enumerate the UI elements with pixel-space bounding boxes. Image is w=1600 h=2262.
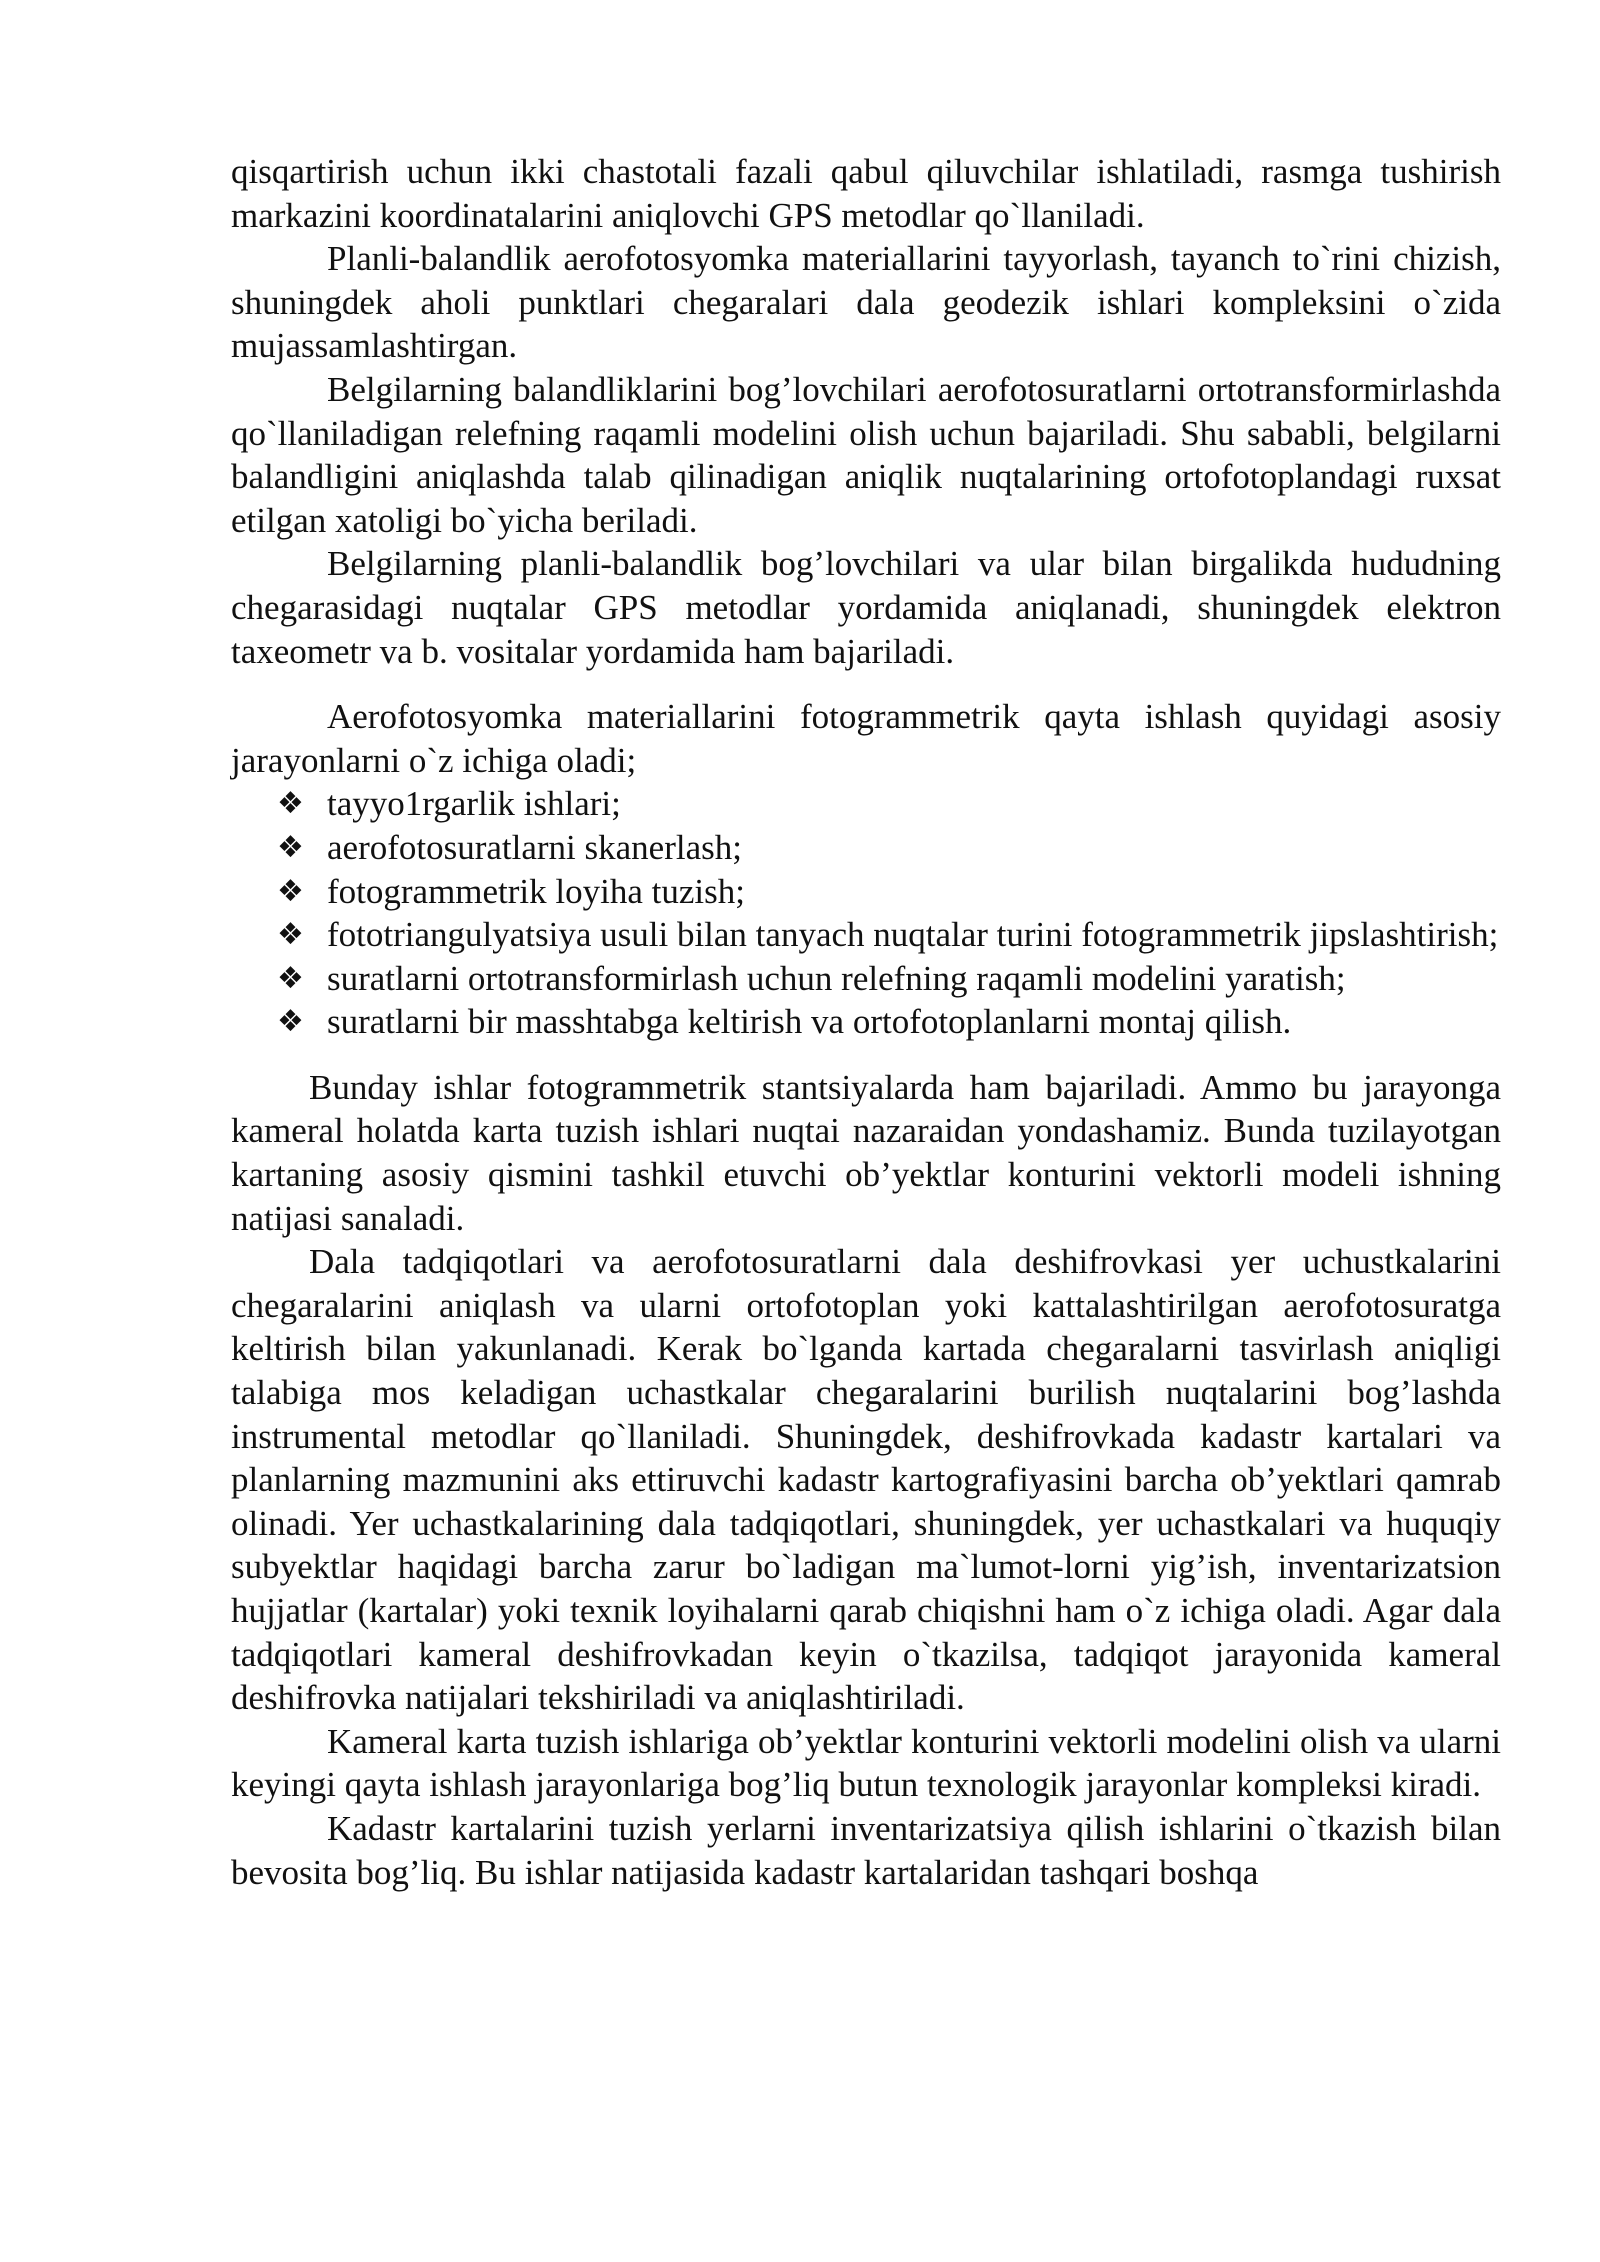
paragraph-bunday-ishlar: Bunday ishlar fotogrammetrik stantsiyalarda ham bajariladi. Ammo bu jarayonga kameral holatda karta tuzish ishlari nuqtai nazaraidan yondashamiz. Bunda tuzilayotgan kartaning asosiy qismini tashkil etuvchi ob’yektlar konturini vektorli modeli ishning natijasi sanaladi. (231, 1067, 1501, 1238)
diamond-bullet-icon: ❖ (277, 829, 304, 865)
list-item: ❖ suratlarni ortotransformirlash uchun relefning raqamli modelini yaratish; (231, 957, 1501, 1001)
paragraph-kadastr-kartalari: Kadastr kartalarini tuzish yerlarni inventarizatsiya qilish ishlarini o`tkazish bilan bevosita bog’liq. Bu ishlar natijasida kadastr kartalaridan tashqari boshqa (231, 1808, 1501, 1892)
paragraph-belgilar-balandlik: Belgilarning balandliklarini bog’lovchilari aerofotosuratlarni ortotransformirlashda qo`llaniladigan relefning raqamli modelini olish uchun bajariladi. Shu sababli, belgilarni balandligini aniqlashda talab qilinadigan aniqlik nuqtalarining ortofotoplandagi ruxsat etilgan xatoligi bo`yicha beriladi. (231, 369, 1501, 540)
document-page (231, 150, 1501, 1894)
diamond-bullet-icon: ❖ (277, 786, 304, 822)
list-item: ❖ fotogrammetrik loyiha tuzish; (231, 870, 1501, 914)
list-item: ❖ aerofotosuratlarni skanerlash; (231, 826, 1501, 870)
list-item: ❖ suratlarni bir masshtabga keltirish va ortofotoplanlarni montaj qilish. (231, 1000, 1501, 1044)
diamond-bullet-icon: ❖ (277, 1004, 304, 1040)
paragraph-planli-balandlik: Planli-balandlik aerofotosyomka materiallarini tayyorlash, tayanch to`rini chizish, shuningdek aholi punktlari chegaralari dala geodezik ishlari kompleksini o`zida mujassamlashtirgan. (231, 239, 1501, 366)
diamond-bullet-icon: ❖ (277, 960, 304, 996)
list-item: ❖ tayyo1rgarlik ishlari; (231, 782, 1501, 826)
paragraph-continuation: qisqartirish uchun ikki chastotali fazali qabul qiluvchilar ishlatiladi, rasmga tushirish markazini koordinatalarini aniqlovchi GPS metodlar qo`llaniladi. (231, 152, 1501, 235)
paragraph-dala-tadqiqotlari: Dala tadqiqotlari va aerofotosuratlarni dala deshifrovkasi yer uchustkalarini chegaralarini aniqlash va ularni ortofotoplan yoki kattalashtirilgan aerofotosuratga keltirish bilan yakunlanadi. Kerak bo`lganda kartada chegaralarni tasvirlash aniqligi talabiga mos keladigan uchastkalar chegaralarini burilish nuqtalarini bog’lashda instrumental metodlar qo`llaniladi. Shuningdek, deshifrovkada kadastr kartalari va planlarning mazmunini aks ettiruvchi kadastr kartografiyasini barcha ob’yektlari qamrab olinadi. Yer uchastkalarining dala tadqiqotlari, shuningdek, yer uchastkalari va huquqiy subyektlar haqidagi barcha zarur bo`ladigan ma`lumot-lorni yig’ish, inventarizatsion hujjatlar (kartalar) yoki texnik loyihalarni qarab chiqishni ham o`z ichiga oladi. Agar dala tadqiqotlari kameral deshifrovkadan keyin o`tkazilsa, tadqiqot jarayonida kameral deshifrovka natijalari tekshiriladi va aniqlashtiriladi. (231, 1242, 1501, 1718)
diamond-bullet-icon: ❖ (277, 873, 304, 909)
process-list (231, 782, 1501, 1044)
diamond-bullet-icon: ❖ (277, 917, 304, 953)
paragraph-kameral-karta: Kameral karta tuzish ishlariga ob’yektlar konturini vektorli modelini olish va ularni keyingi qayta ishlash jarayonlariga bog’liq butun texnologik jarayonlar kompleksi kiradi. (231, 1721, 1501, 1805)
paragraph-belgilar-planli: Belgilarning planli-balandlik bog’lovchilari va ular bilan birgalikda hududning chegarasidagi nuqtalar GPS metodlar yordamida aniqlanadi, shuningdek elektron taxeometr va b. vositalar yordamida ham bajariladi. (231, 544, 1501, 671)
list-item: ❖ fototriangulyatsiya usuli bilan tanyach nuqtalar turini fotogrammetrik jipslashtirish; (231, 913, 1501, 957)
paragraph-list-intro: Aerofotosyomka materiallarini fotogrammetrik qayta ishlash quyidagi asosiy jarayonlarni o`z ichiga oladi; (231, 697, 1501, 780)
